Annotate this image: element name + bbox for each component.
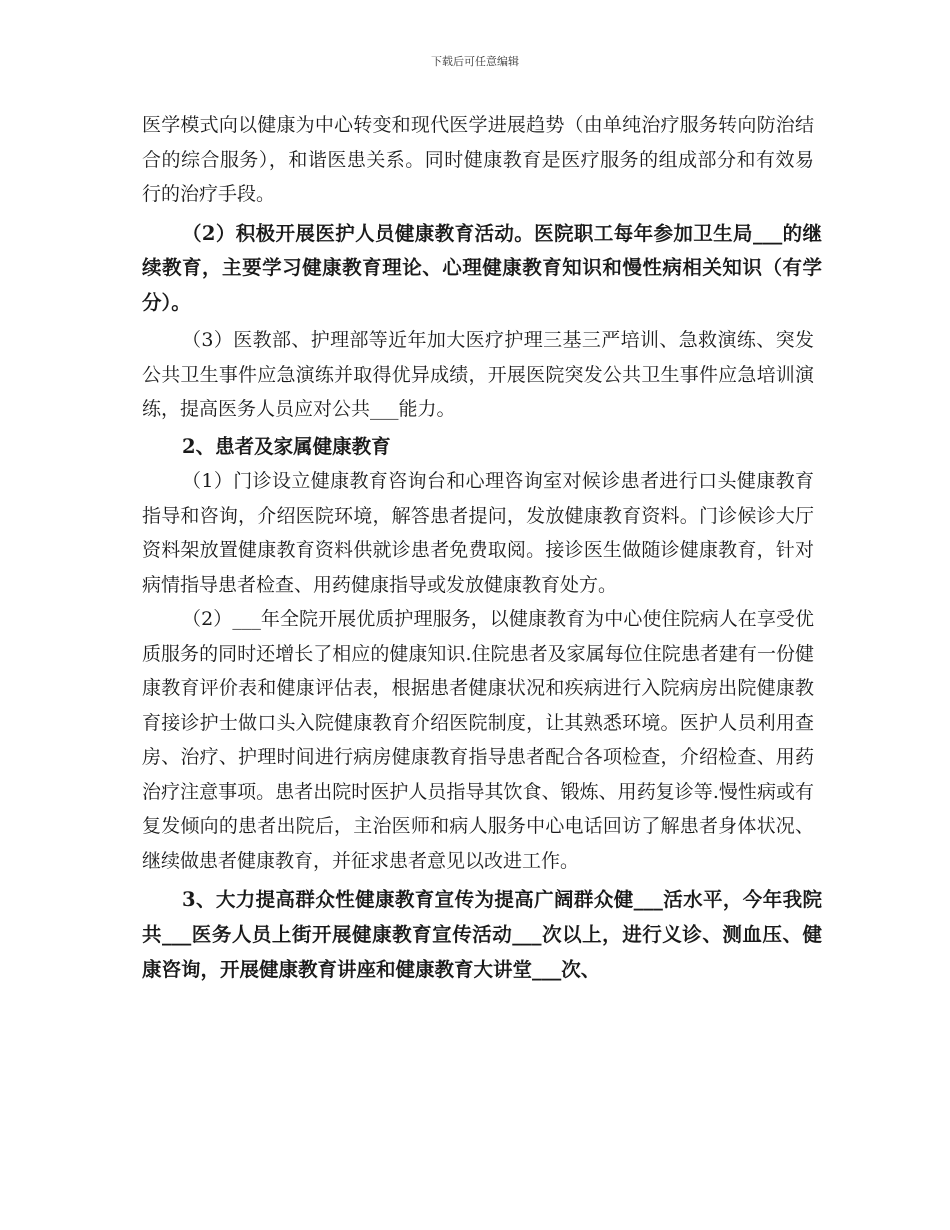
- paragraph-staff-education: （2）积极开展医护人员健康教育活动。医院职工每年参加卫生局___的继续教育，主要学习健康教育理论、心理健康教育知识和慢性病相关知识（有学分）。: [142, 221, 822, 314]
- paragraph-outpatient-education: （1）门诊设立健康教育咨询台和心理咨询室对候诊患者进行口头健康教育指导和咨询，介绍医院环境，解答患者提问，发放健康教育资料。门诊候诊大厅资料架放置健康教育资料供就诊患者免费取阅。接诊医生做随诊健康教育，针对病情指导患者检查、用药健康指导或发放健康教育处方。: [142, 470, 814, 596]
- paragraph-public-outreach: 3、大力提高群众性健康教育宣传为提高广阔群众健___活水平，今年我院共___医务人员上街开展健康教育宣传活动___次以上，进行义诊、测血压、健康咨询，开展健康教育讲座和健康教育大讲堂___次、: [142, 888, 822, 981]
- paragraph-training-drills: （3）医教部、护理部等近年加大医疗护理三基三严培训、急救演练、突发公共卫生事件应急演练并取得优异成绩，开展医院突发公共卫生事件应急培训演练，提高医务人员应对公共___能力。: [142, 329, 814, 421]
- page-header-note: 下载后可任意编辑: [431, 55, 519, 68]
- document-body: [142, 108, 822, 987]
- paragraph-medical-model: 医学模式向以健康为中心转变和现代医学进展趋势（由单纯治疗服务转向防治结合的综合服务），和谐医患关系。同时健康教育是医疗服务的组成部分和有效易行的治疗手段。: [142, 114, 814, 205]
- section-heading-patient-education: 2、患者及家属健康教育: [182, 434, 391, 458]
- paragraph-inpatient-education: （2）___年全院开展优质护理服务，以健康教育为中心使住院病人在享受优质服务的同时还增长了相应的健康知识.住院患者及家属每位住院患者建有一份健康教育评价表和健康评估表，根据患者健康状况和疾病进行入院病房出院健康教育接诊护士做口头入院健康教育介绍医院制度，让其熟悉环境。医护人员利用查房、治疗、护理时间进行病房健康教育指导患者配合各项检查，介绍检查、用药治疗注意事项。患者出院时医护人员指导其饮食、锻炼、用药复诊等.慢性病或有复发倾向的患者出院后，主治医师和病人服务中心电话回访了解患者身体状况、继续做患者健康教育，并征求患者意见以改进工作。: [142, 608, 814, 872]
